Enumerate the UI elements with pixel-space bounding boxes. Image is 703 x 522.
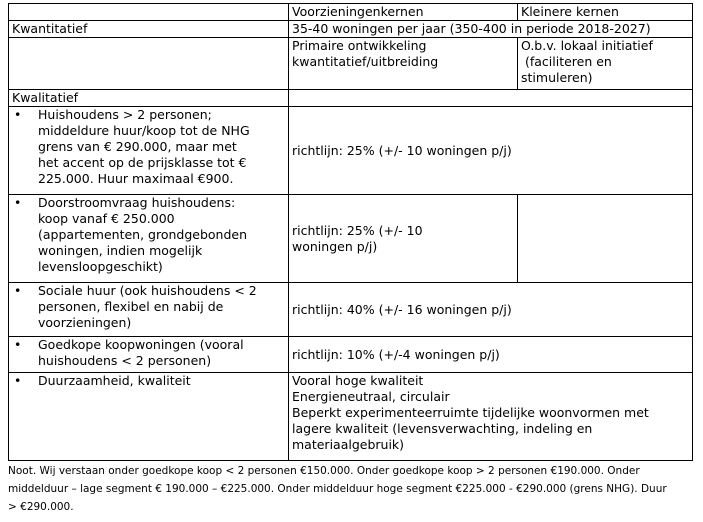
row-value: richtlijn: 40% (+/- 16 woningen p/j) (289, 283, 693, 337)
header-empty-cell (9, 4, 289, 21)
bullet-icon: • (14, 373, 22, 388)
note-line: middelduur – lage segment € 190.000 – €225.000. Onder middelduur hoge segment €225.000 - €290.000 (grens NHG). Duur (8, 483, 667, 495)
kwalitatief-empty-cell (289, 90, 693, 107)
table-row (9, 283, 693, 337)
table-row (9, 337, 693, 373)
bullet-icon: • (14, 107, 22, 122)
kwantitatief-amount: 35-40 woningen per jaar (350-400 in periode 2018-2027) (289, 21, 693, 38)
header-row (9, 4, 693, 21)
row-value: Vooral hoge kwaliteit Energieneutraal, circulair Beperkt experimenteerruimte tijdelijke woonvormen met lagere kwaliteit (levensverwachting, indeling en materiaalgebruik) (289, 373, 693, 461)
kleinere-kernen-ontwikkeling: O.b.v. lokaal initiatief (faciliteren en stimuleren) (518, 38, 693, 90)
header-kleinere-kernen: Kleinere kernen (518, 4, 693, 21)
table-row (9, 195, 693, 283)
row-value: richtlijn: 25% (+/- 10 woningen p/j) (289, 107, 693, 195)
ontwikkeling-row (9, 38, 693, 90)
row-description: • Duurzaamheid, kwaliteit (9, 373, 289, 461)
voorzieningenkernen-ontwikkeling: Primaire ontwikkeling kwantitatief/uitbreiding (289, 38, 518, 90)
row-value: richtlijn: 25% (+/- 10 woningen p/j) (289, 195, 518, 283)
table-row (9, 373, 693, 461)
note-line: Noot. Wij verstaan onder goedkope koop < 2 personen €150.000. Onder goedkope koop > 2 personen €190.000. Onder (8, 465, 640, 477)
row-description: • Sociale huur (ook huishoudens < 2 personen, flexibel en nabij de voorzieningen) (9, 283, 289, 337)
row-description: • Doorstroomvraag huishoudens: koop vanaf € 250.000 (appartementen, grondgebonden woningen, indien mogelijk levensloopgeschikt) (9, 195, 289, 283)
row-description: • Huishoudens > 2 personen; middeldure huur/koop tot de NHG grens van € 290.000, maar met het accent op de prijsklasse tot € 225.000. Huur maximaal €900. (9, 107, 289, 195)
kwantitatief-row (9, 21, 693, 38)
bullet-icon: • (14, 337, 22, 352)
ontwikkeling-empty-cell (9, 38, 289, 90)
row-description: • Goedkope koopwoningen (vooral huishoudens < 2 personen) (9, 337, 289, 373)
kwantitatief-label: Kwantitatief (9, 21, 289, 38)
note-line: > €290.000. (8, 501, 74, 513)
table-note (8, 462, 698, 516)
kwalitatief-label: Kwalitatief (9, 90, 289, 107)
bullet-icon: • (14, 283, 22, 298)
header-voorzieningenkernen: Voorzieningenkernen (289, 4, 518, 21)
table-row (9, 107, 693, 195)
housing-table (8, 3, 693, 461)
bullet-icon: • (14, 195, 22, 210)
row-value: richtlijn: 10% (+/-4 woningen p/j) (289, 337, 693, 373)
kwalitatief-row (9, 90, 693, 107)
row-empty-cell (518, 195, 693, 283)
